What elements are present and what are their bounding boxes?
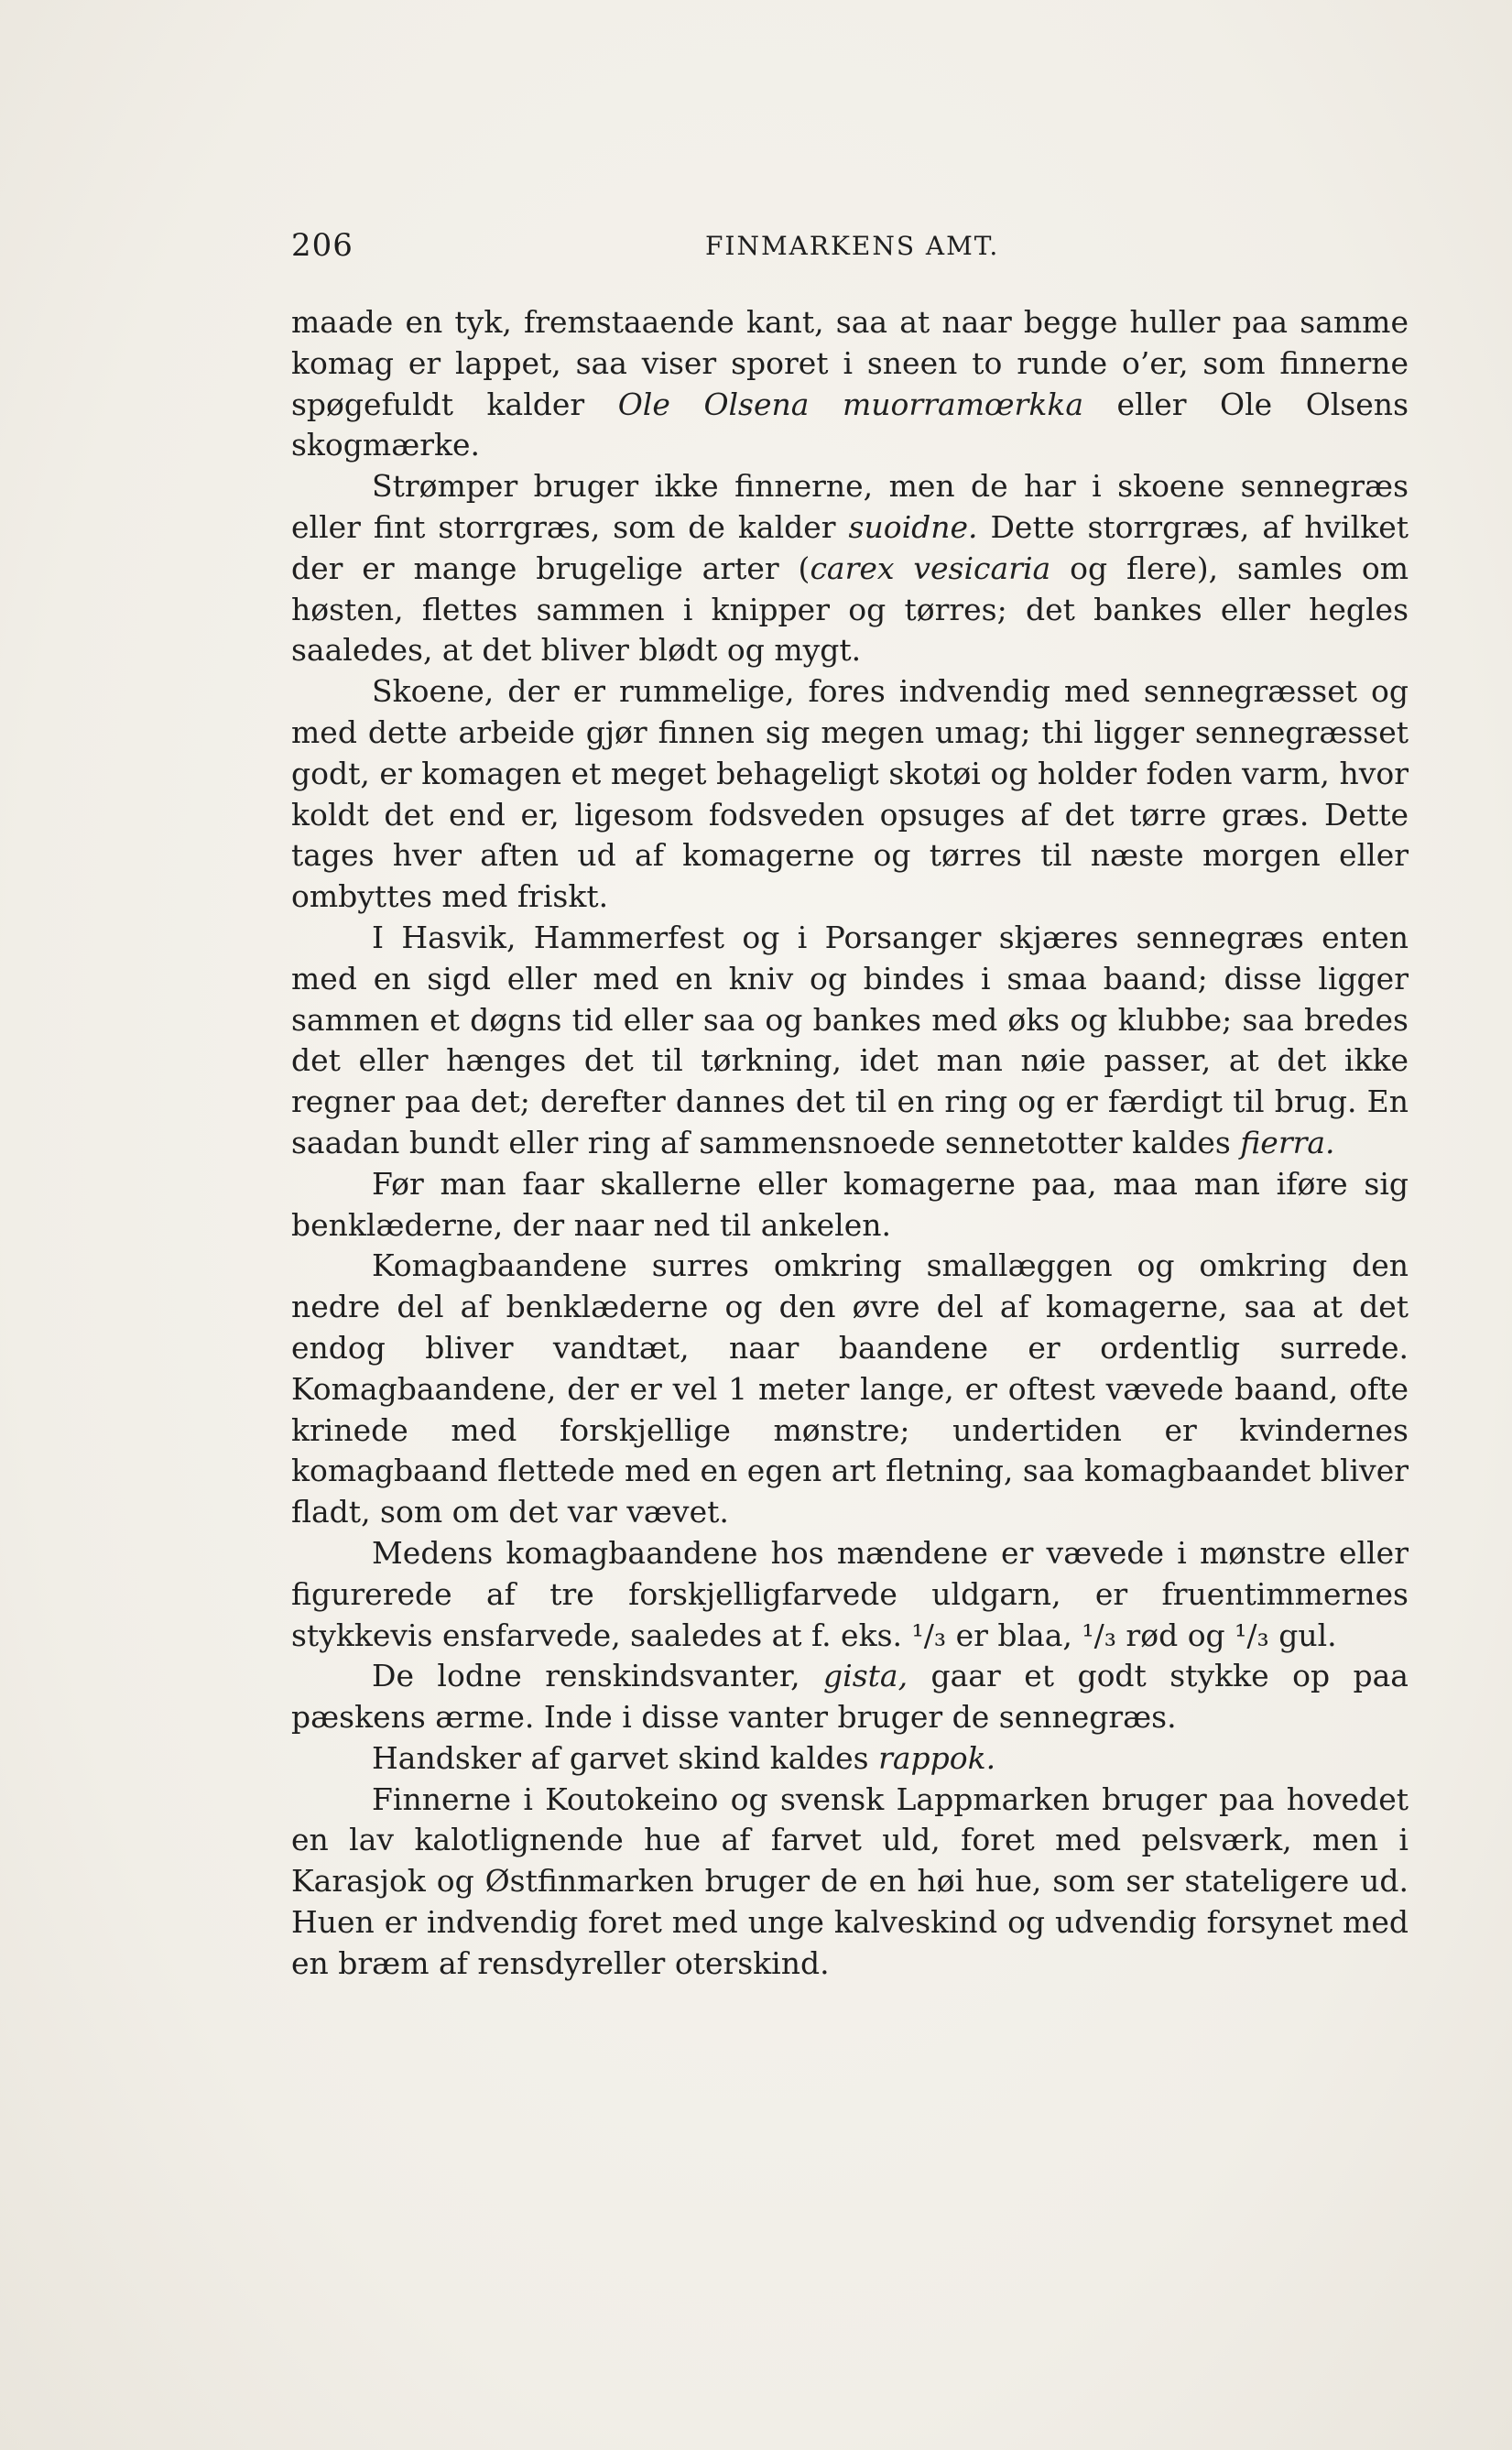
page-number: 206 <box>291 227 354 264</box>
italic-term: carex vesicaria <box>810 550 1051 586</box>
text-run: Skoene, der er rummelige, fores indvendig med sennegræsset og med dette arbeide gjør finnen sig megen umag; thi ligger sennegræsset godt, er komagen et meget behageligt skotøi og holder foden varm, hvor koldt det end er, ligesom fodsveden opsuges af det tørre græs. Dette tages hver aften ud af komagerne og tørres til næste morgen eller ombyttes med friskt. <box>291 673 1409 915</box>
italic-term: Ole Olsena muorramœrkka <box>617 386 1083 422</box>
paragraph <box>291 466 1409 671</box>
text-run: Komagbaandene surres omkring smallæggen og omkring den nedre del af benklæderne og den øvre del af komagerne, saa at det endog bliver vandtæt, naar baandene er ordentlig surrede. Komagbaandene, der er vel 1 meter lange, er oftest vævede baand, ofte krinede med forskjellige mønstre; undertiden er kvindernes komagbaand flettede med en egen art fletning, saa komagbaandet bliver fladt, som om det var vævet. <box>291 1247 1409 1530</box>
text-run: I Hasvik, Hammerfest og i Porsanger skjæres sennegræs enten med en sigd eller med en kniv og bindes i smaa baand; disse ligger sammen et døgns tid eller saa og bankes med øks og klubbe; saa bredes det eller hænges det til tørkning, idet man nøie passer, at det ikke regner paa det; derefter dannes det til en ring og er færdigt til brug. En saadan bundt eller ring af sammensnoede sennetotter kaldes <box>291 919 1409 1160</box>
paragraph <box>291 918 1409 1164</box>
paragraph <box>291 1246 1409 1533</box>
running-head: FINMARKENS AMT. <box>705 231 1000 261</box>
paragraph <box>291 1738 1409 1780</box>
text-run: Strømper bruger ikke finnerne, men de har i skoene sennegræs eller fint storrgræs, som de kalder <box>291 468 1409 545</box>
italic-term: fierra. <box>1240 1124 1335 1160</box>
text-run: Dette storrgræs, af hvilket der er mange brugelige arter ( <box>291 508 1409 586</box>
text-run: Handsker af garvet skind kaldes <box>372 1739 879 1776</box>
text-run: De lodne renskindsvanter, <box>372 1658 824 1694</box>
paragraph <box>291 1780 1409 1985</box>
paragraph <box>291 1656 1409 1738</box>
italic-term: gista, <box>823 1658 908 1694</box>
text-run: Finnerne i Koutokeino og svensk Lappmarken bruger paa hovedet en lav kalotlignende hue af farvet uld, foret med pelsværk, men i Karasjok og Østfinmarken bruger de en høi hue, som ser stateligere ud. Huen er indvendig foret med unge kalveskind og udvendig forsynet med en bræm af rensdyreller oterskind. <box>291 1780 1409 1981</box>
paragraph <box>291 1164 1409 1247</box>
page-header <box>291 227 1409 264</box>
text-run: maade en tyk, fremstaaende kant, saa at naar begge huller paa samme komag er lappet, saa viser sporet i sneen to runde o’er, som finnerne spøgefuldt kalder <box>291 304 1409 422</box>
text-run: gaar et godt stykke op paa pæskens ærme. Inde i disse vanter bruger de sennegræs. <box>291 1658 1409 1736</box>
text-run: Medens komagbaandene hos mændene er vævede i mønstre eller figurerede af tre forskjelligfarvede uldgarn, er fruentimmernes stykkevis ensfarvede, saaledes at f. eks. ¹/₃ er blaa, ¹/₃ rød og ¹/₃ gul. <box>291 1534 1409 1653</box>
body-text <box>291 302 1409 1985</box>
paragraph <box>291 302 1409 466</box>
text-run: eller Ole Olsens skogmærke. <box>291 386 1409 463</box>
italic-term: suoidne. <box>848 508 978 545</box>
paragraph <box>291 671 1409 918</box>
paragraph <box>291 1533 1409 1656</box>
text-run: og flere), samles om høsten, flettes sammen i knipper og tørres; det bankes eller hegles saaledes, at det bliver blødt og mygt. <box>291 550 1409 669</box>
italic-term: rappok. <box>878 1739 996 1776</box>
text-run: Før man faar skallerne eller komagerne paa, maa man iføre sig benklæderne, der naar ned til ankelen. <box>291 1165 1409 1243</box>
